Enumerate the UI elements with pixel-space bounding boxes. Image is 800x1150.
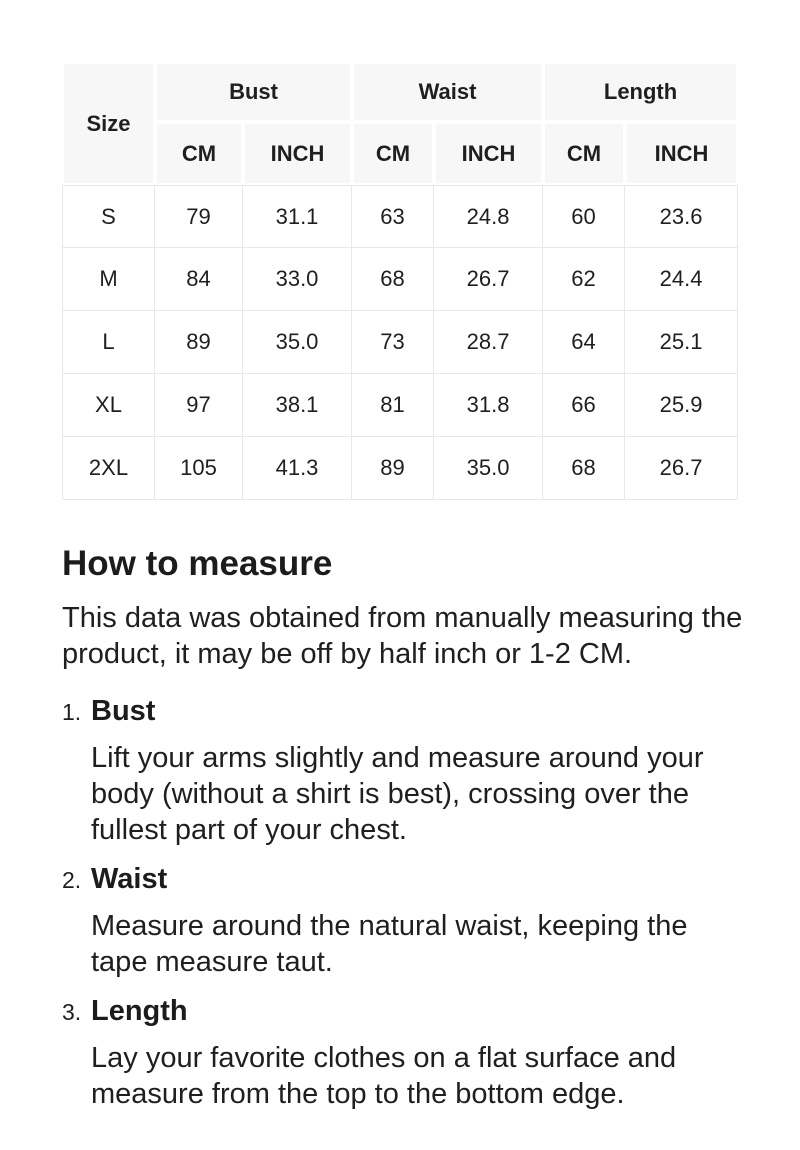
column-header-length: Length	[543, 62, 738, 122]
list-item-heading	[62, 694, 800, 728]
column-header-size: Size	[62, 62, 155, 185]
bust-inch-cell: 41.3	[243, 437, 352, 500]
size-cell: XL	[62, 374, 155, 437]
length-cm-cell: 60	[543, 185, 625, 248]
unit-header-bust-inch: INCH	[243, 122, 352, 185]
waist-cm-cell: 73	[352, 311, 434, 374]
size-cell: S	[62, 185, 155, 248]
list-item-number: 3.	[62, 999, 82, 1025]
waist-inch-cell: 24.8	[434, 185, 543, 248]
bust-cm-cell: 105	[155, 437, 243, 500]
waist-cm-cell: 81	[352, 374, 434, 437]
size-chart-table	[62, 62, 738, 500]
column-header-waist: Waist	[352, 62, 543, 122]
unit-header-length-cm: CM	[543, 122, 625, 185]
list-item-bust	[62, 694, 800, 848]
column-header-bust: Bust	[155, 62, 352, 122]
table-row	[62, 248, 738, 311]
length-inch-cell: 25.9	[625, 374, 738, 437]
measure-instructions-list	[62, 694, 800, 1112]
list-item-number: 1.	[62, 699, 82, 725]
length-cm-cell: 66	[543, 374, 625, 437]
measure-disclaimer-text: This data was obtained from manually measuring the product, it may be off by half inch or 1-2 CM.	[62, 602, 743, 670]
list-item-title: Length	[91, 995, 188, 1027]
waist-cm-cell: 89	[352, 437, 434, 500]
list-item-title: Waist	[91, 863, 168, 895]
length-inch-cell: 24.4	[625, 248, 738, 311]
waist-inch-cell: 28.7	[434, 311, 543, 374]
bust-inch-cell: 31.1	[243, 185, 352, 248]
length-inch-cell: 26.7	[625, 437, 738, 500]
table-row	[62, 437, 738, 500]
list-item-heading	[62, 994, 800, 1028]
bust-cm-cell: 84	[155, 248, 243, 311]
size-cell: L	[62, 311, 155, 374]
bust-inch-cell: 38.1	[243, 374, 352, 437]
waist-cm-cell: 63	[352, 185, 434, 248]
how-to-measure-heading: How to measure	[62, 544, 333, 583]
length-inch-cell: 23.6	[625, 185, 738, 248]
list-item-description: Lay your favorite clothes on a flat surface and measure from the top to the bottom edge.	[91, 1042, 677, 1110]
unit-header-waist-cm: CM	[352, 122, 434, 185]
unit-header-bust-cm: CM	[155, 122, 243, 185]
list-item-length	[62, 994, 800, 1112]
waist-inch-cell: 31.8	[434, 374, 543, 437]
bust-cm-cell: 97	[155, 374, 243, 437]
bust-cm-cell: 79	[155, 185, 243, 248]
list-item-title: Bust	[91, 695, 156, 727]
waist-inch-cell: 35.0	[434, 437, 543, 500]
waist-cm-cell: 68	[352, 248, 434, 311]
list-item-waist	[62, 862, 800, 980]
table-header-unit-row	[62, 122, 738, 185]
table-row	[62, 185, 738, 248]
table-row	[62, 374, 738, 437]
bust-inch-cell: 35.0	[243, 311, 352, 374]
unit-header-waist-inch: INCH	[434, 122, 543, 185]
list-item-description: Lift your arms slightly and measure around your body (without a shirt is best), crossing over the fullest part of your chest.	[91, 742, 704, 846]
length-inch-cell: 25.1	[625, 311, 738, 374]
table-row	[62, 311, 738, 374]
length-cm-cell: 68	[543, 437, 625, 500]
list-item-description: Measure around the natural waist, keeping the tape measure taut.	[91, 910, 688, 978]
bust-cm-cell: 89	[155, 311, 243, 374]
size-cell: M	[62, 248, 155, 311]
list-item-number: 2.	[62, 867, 82, 893]
length-cm-cell: 64	[543, 311, 625, 374]
waist-inch-cell: 26.7	[434, 248, 543, 311]
bust-inch-cell: 33.0	[243, 248, 352, 311]
table-header-group-row	[62, 62, 738, 122]
list-item-heading	[62, 862, 800, 896]
unit-header-length-inch: INCH	[625, 122, 738, 185]
length-cm-cell: 62	[543, 248, 625, 311]
size-cell: 2XL	[62, 437, 155, 500]
